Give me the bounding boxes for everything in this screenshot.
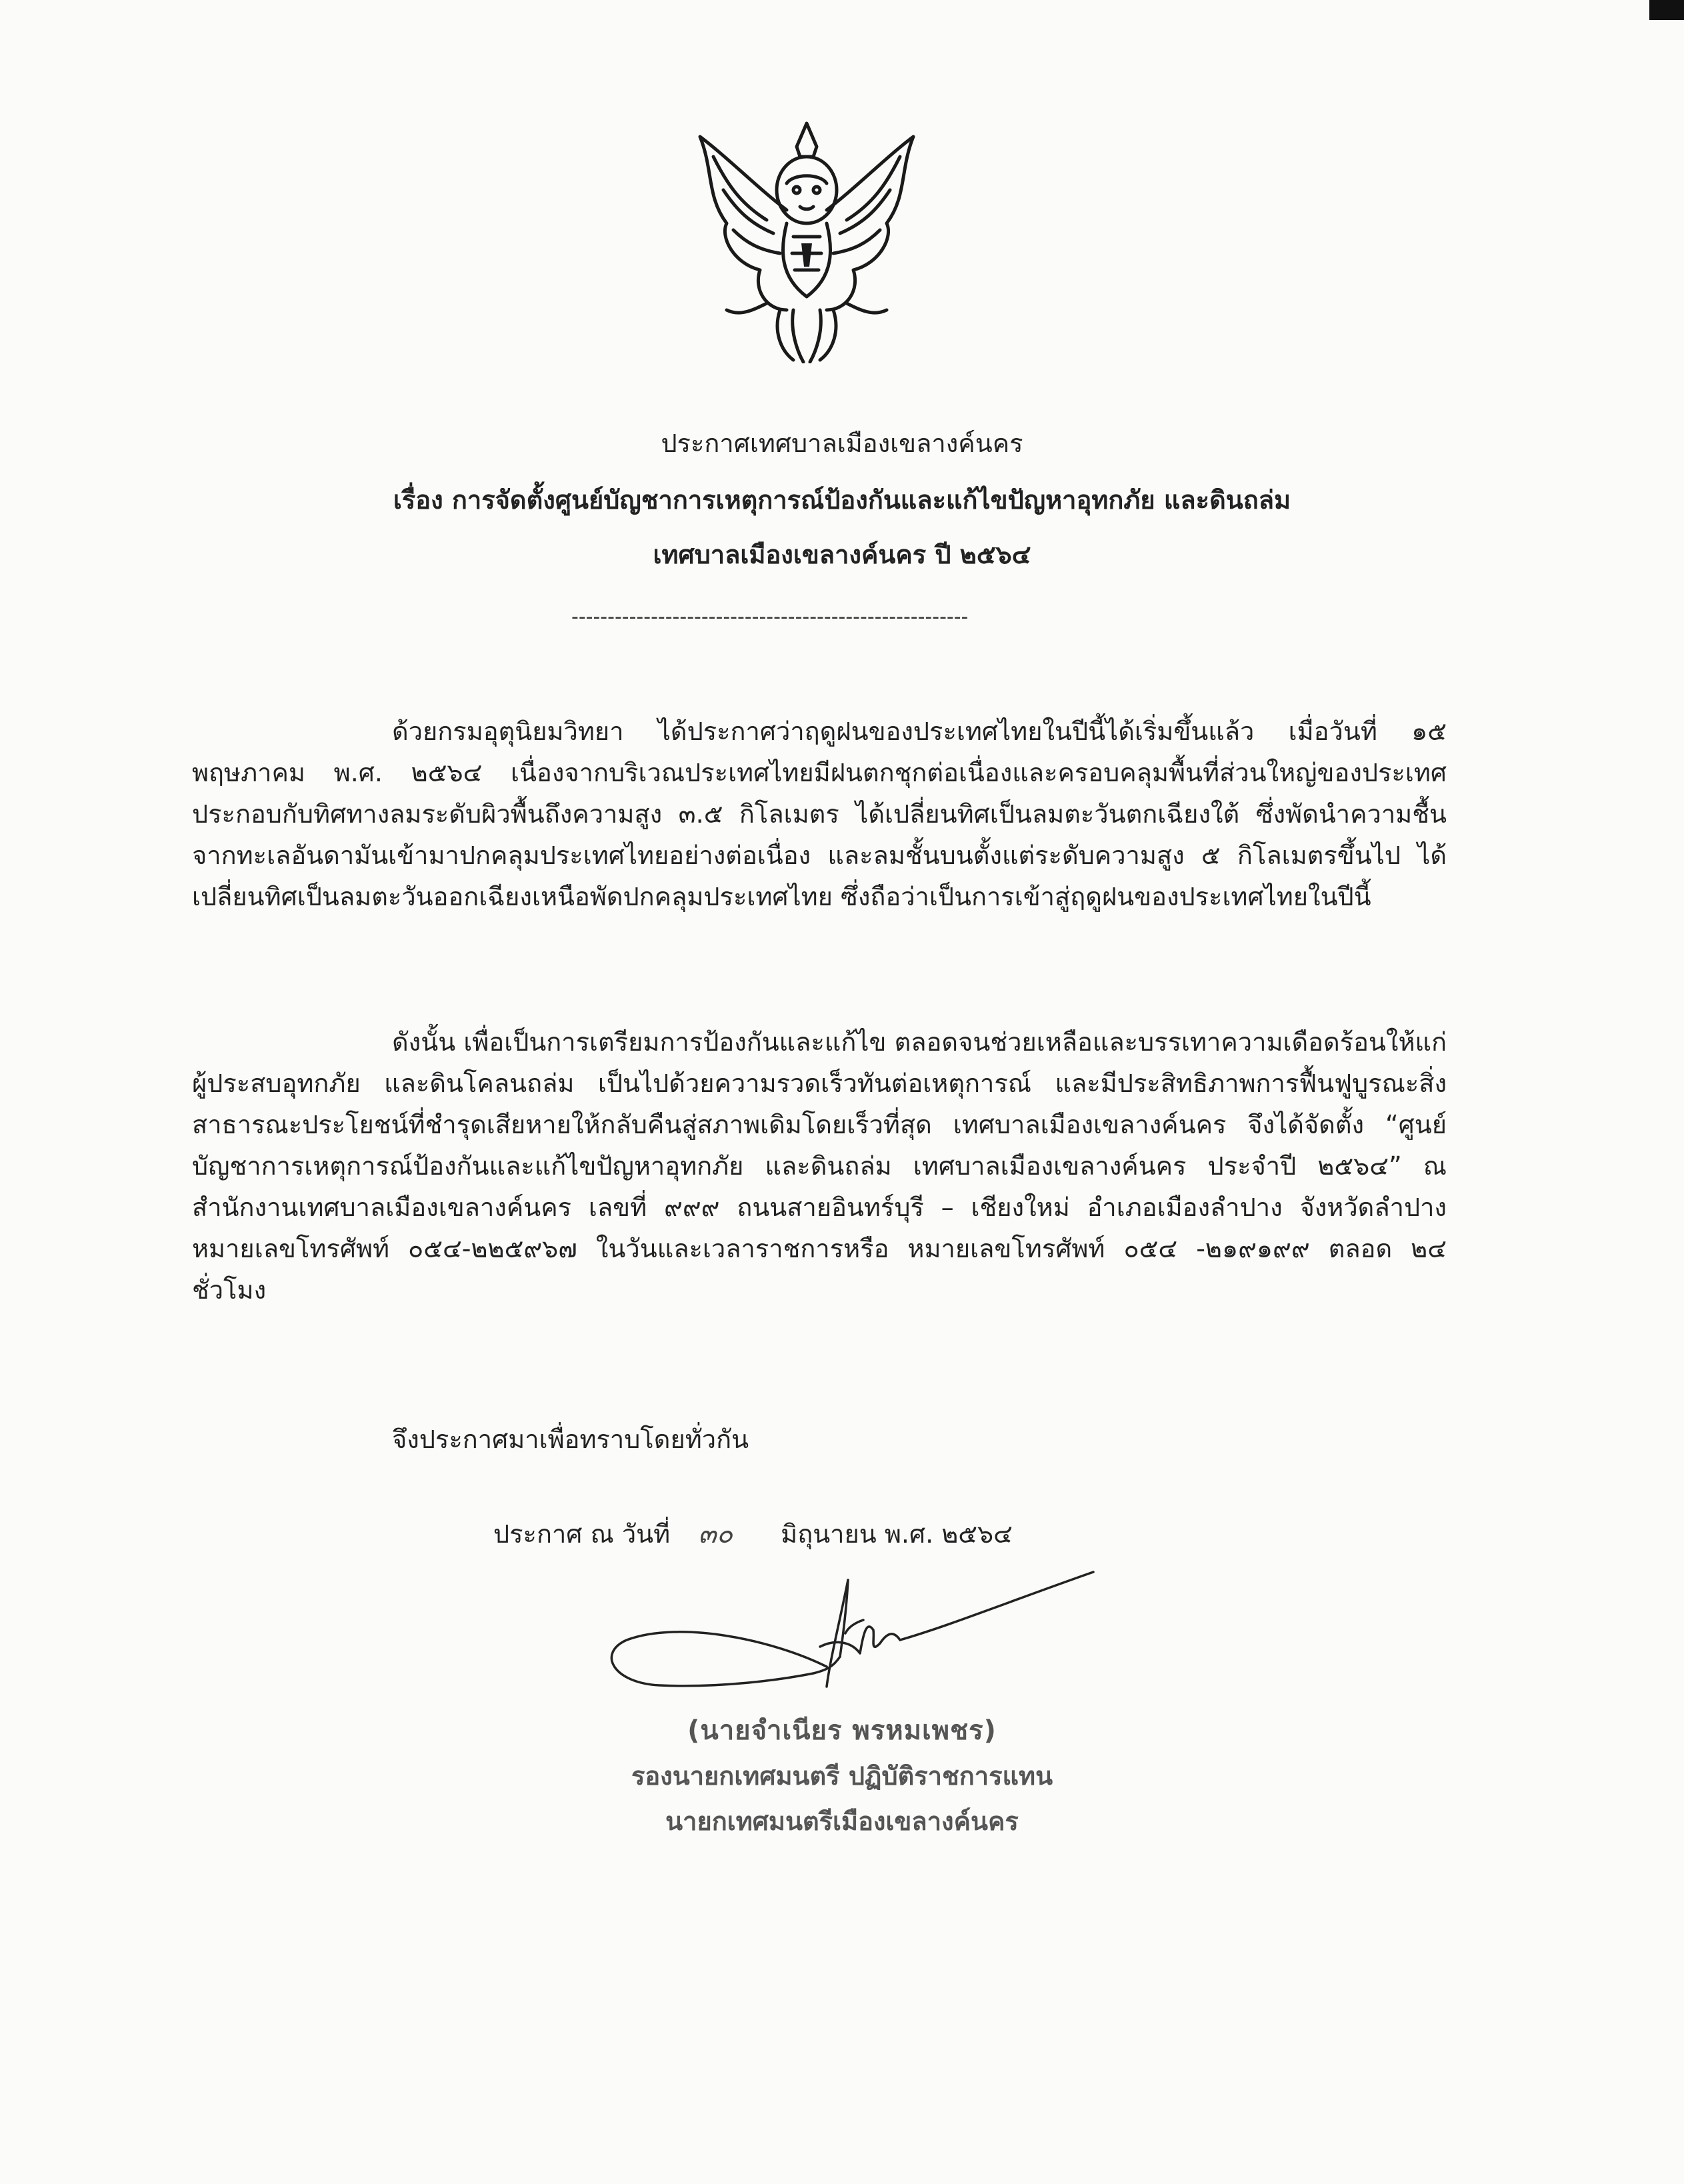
announcement-agency: ประกาศเทศบาลเมืองเขลางค์นคร (661, 429, 1023, 458)
separator-line: ------------------------------------------------------- (571, 605, 969, 629)
body-paragraph-2 (192, 1021, 1447, 1311)
signatory-position: รองนายกเทศมนตรี ปฏิบัติราชการแทน (631, 1761, 1053, 1791)
body-paragraph-1 (192, 711, 1447, 917)
signatory-title: นายกเทศมนตรีเมืองเขลางค์นคร (665, 1807, 1019, 1836)
handwritten-signature-icon (600, 1567, 1120, 1727)
paragraph-1-text: ด้วยกรมอุตุนิยมวิทยา ได้ประกาศว่าฤดูฝนของประเทศไทยในปีนี้ได้เริ่มขึ้นแล้ว เมื่อวันที่ ๑๕ พฤษภาคม พ.ศ. ๒๕๖๔ เนื่องจากบริเวณประเทศไทยมีฝนตกชุกต่อเนื่องและครอบคลุมพื้นที่ส่วนใหญ่ของประเทศ ประกอบกับทิศทางลมระดับผิวพื้นถึงความสูง ๓.๕ กิโลเมตร ได้เปลี่ยนทิศเป็นลมตะวันตกเฉียงใต้ ซึ่งพัดนำความชื้นจากทะเลอันดามันเข้ามาปกคลุมประเทศไทยอย่างต่อเนื่อง และลมชั้นบนตั้งแต่ระดับความสูง ๕ กิโลเมตรขึ้นไป ได้เปลี่ยนทิศเป็นลมตะวันออกเฉียงเหนือพัดปกคลุมประเทศไทย ซึ่งถือว่าเป็นการเข้าสู่ฤดูฝนของประเทศไทยในปีนี้ (192, 717, 1447, 911)
garuda-emblem-icon (687, 110, 927, 363)
date-month-year: มิถุนายน พ.ศ. ๒๕๖๔ (781, 1519, 1013, 1549)
closing-statement: จึงประกาศมาเพื่อทราบโดยทั่วกัน (392, 1425, 749, 1454)
paragraph-2-text: ดังนั้น เพื่อเป็นการเตรียมการป้องกันและแก้ไข ตลอดจนช่วยเหลือและบรรเทาความเดือดร้อนให้แก่ผู้ประสบอุทกภัย และดินโคลนถล่ม เป็นไปด้วยความรวดเร็วทันต่อเหตุการณ์ และมีประสิทธิภาพการฟื้นฟูบูรณะสิ่งสาธารณะประโยชน์ที่ชำรุดเสียหายให้กลับคืนสู่สภาพเดิมโดยเร็วที่สุด เทศบาลเมืองเขลางค์นคร จึงได้จัดตั้ง “ศูนย์บัญชาการเหตุการณ์ป้องกันและแก้ไขปัญหาอุทกภัย และดินถล่ม เทศบาลเมืองเขลางค์นคร ประจำปี ๒๕๖๔” ณ สำนักงานเทศบาลเมืองเขลางค์นคร เลขที่ ๙๙๙ ถนนสายอินทร์บุรี – เชียงใหม่ อำเภอเมืองลำปาง จังหวัดลำปาง หมายเลขโทรศัพท์ ๐๕๔-๒๒๕๙๖๗ ในวันและเวลาราชการหรือ หมายเลขโทรศัพท์ ๐๕๔ -๒๑๙๑๙๙ ตลอด ๒๔ ชั่วโมง (192, 1027, 1447, 1305)
announcement-date (493, 1517, 1013, 1551)
date-prefix: ประกาศ ณ วันที่ (493, 1519, 671, 1549)
signatory-name: (นายจำเนียร พรหมเพชร) (687, 1715, 997, 1746)
date-day: ๓๐ (698, 1519, 733, 1549)
scan-corner-mark (1649, 0, 1684, 20)
announcement-subject-line2: เทศบาลเมืองเขลางค์นคร ปี ๒๕๖๔ (653, 540, 1031, 569)
announcement-subject: เรื่อง การจัดตั้งศูนย์บัญชาการเหตุการณ์ป้องกันและแก้ไขปัญหาอุทกภัย และดินถล่ม (393, 485, 1291, 515)
